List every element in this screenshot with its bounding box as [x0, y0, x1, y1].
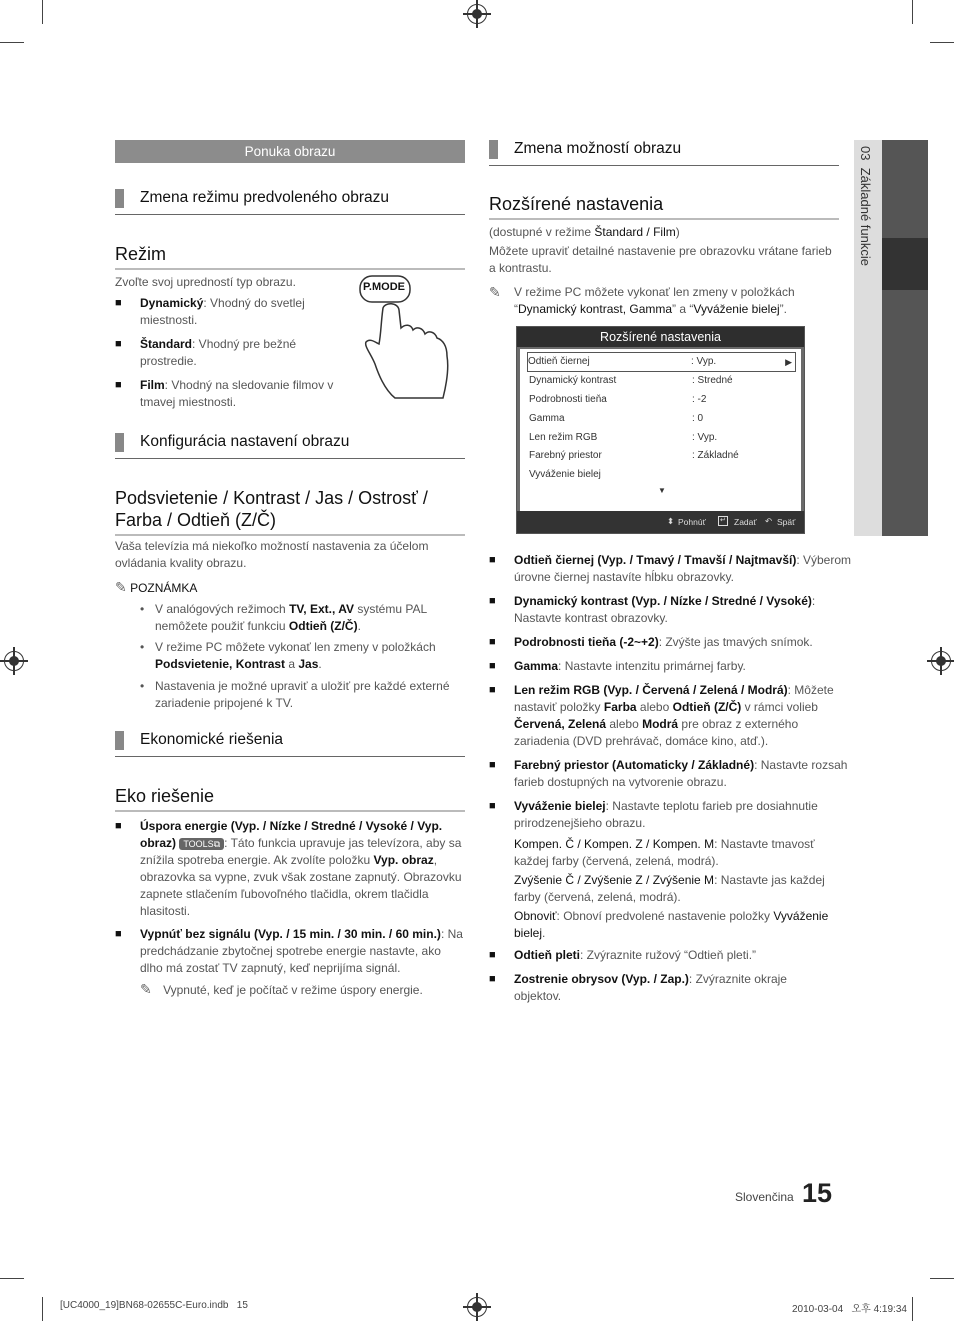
menu-row-label: Podrobnosti tieňa [529, 394, 607, 405]
wb-sub-term: Vyváženie bielej [514, 909, 829, 940]
eco-item-term: Vypnúť bez signálu (Vyp. / 15 min. / 30 min. / 60 min.) [140, 927, 441, 941]
menu-row[interactable] [529, 410, 789, 428]
note-item [140, 639, 460, 673]
wb-subitem [514, 872, 839, 906]
rezim-item-text: : Vhodný na sledovanie filmov v tmavej miestnosti. [140, 378, 334, 409]
menu-row-label: Odtieň čiernej [528, 356, 590, 367]
registration-mark-icon [931, 651, 951, 671]
option-text: : Zvýšte jas tmavých snímok. [658, 635, 813, 649]
note-pencil-icon: ✎ [140, 981, 152, 997]
menu-row-label: Gamma [529, 413, 565, 424]
option-term: Farebný priestor (Automaticky / Základné) [514, 758, 755, 772]
option-text: : Zvýraznite okraje objektov. [514, 972, 787, 1003]
menu-move-label: Pohnúť [678, 517, 706, 527]
note-text: a [285, 657, 299, 671]
menu-row[interactable] [529, 429, 789, 447]
option-item [489, 658, 854, 675]
note-text: V analógových režimoch [155, 602, 290, 616]
updown-icon: ⬍ [667, 516, 675, 526]
option-strong: Červená, Zelená [514, 717, 607, 731]
option-text: : Nastavte rozsah farieb dostupných na vytvorenie obrazu. [514, 758, 848, 789]
option-text: : Nastavte intenzitu primárnej farby. [558, 659, 746, 673]
menu-row-value: : Stredné [692, 375, 733, 386]
subhead-eco [115, 731, 465, 757]
page-number: 15 [802, 1178, 833, 1208]
menu-row-label: Farebný priestor [529, 450, 602, 461]
avail-text: (dostupné v režime [489, 225, 595, 239]
option-text: : Nastavte teplotu farieb pre dosiahnutie prirodzenejšieho obrazu. [514, 799, 818, 830]
crop-mark [42, 0, 43, 24]
rezim-item-text: : Vhodný pre bežné prostredie. [140, 337, 297, 368]
rezim-item [115, 295, 350, 329]
option-text: alebo [636, 700, 673, 714]
print-file-info: [UC4000_19]BN68-02655C-Euro.indb 15 [60, 1300, 248, 1311]
menu-row[interactable] [529, 372, 789, 390]
print-date: 2010-03-04 오후 4:19:34 [792, 1304, 907, 1315]
heading-podsvietenie: Podsvietenie / Kontrast / Jas / Ostrosť / Farba / Odtieň (Z/Č) [115, 487, 465, 536]
note-item [140, 678, 460, 712]
tools-label: TOOLS [183, 839, 214, 849]
eco-item-text: , obrazovka sa vypne, zvuk však zostane zapnutý. Obrazovku zapnete stlačením ľubovoľného tlačidla, okrem tlačidla hlasitosti. [140, 853, 462, 918]
wb-sub-term: Obnoviť [514, 909, 557, 923]
availability-note [489, 224, 839, 241]
crop-mark [0, 42, 24, 43]
note-pencil-icon: ✎ [489, 284, 501, 300]
eco-item [115, 926, 465, 977]
note-text: Nastavenia je možné upraviť a uložiť pre každé externé zariadenie pripojené k TV. [155, 679, 450, 710]
arrow-right-icon: ▶ [785, 357, 792, 367]
registration-mark-icon [467, 4, 487, 24]
eco-note [140, 981, 460, 999]
menu-row-value: : Základné [692, 450, 739, 461]
wb-subitem [514, 908, 839, 942]
chapter-label [858, 146, 873, 266]
menu-row-selected[interactable] [527, 352, 796, 372]
option-text: v rámci volieb [741, 700, 818, 714]
eco-item-text: : Táto funkcia upravuje jas televízora, aby sa znížila spotreba energie. Ak zvolíte položku [140, 836, 462, 867]
enter-icon: ↵ [720, 517, 726, 524]
crop-mark [0, 1278, 24, 1279]
wb-sub-text: . [542, 926, 546, 940]
scroll-down-icon[interactable]: ▼ [658, 486, 666, 495]
option-term: Len režim RGB (Vyp. / Červená / Zelená / Modrá) [514, 683, 788, 697]
return-icon: ↶ [765, 516, 773, 526]
crop-mark [930, 42, 954, 43]
option-text: : Môžete nastaviť položky [514, 683, 834, 714]
menu-row[interactable] [529, 391, 789, 409]
menu-body [520, 349, 801, 511]
note-text: . [318, 657, 322, 671]
option-item [489, 682, 854, 750]
option-term: Odtieň čiernej (Vyp. / Tmavý / Tmavší / Najtmavší) [514, 553, 797, 567]
pc-note-text: ”. [779, 302, 788, 316]
option-text: : Zvýraznite ružový “Odtieň pleti.” [580, 948, 757, 962]
wb-sub-text: : Obnoví predvolené nastavenie položky [556, 909, 774, 923]
subhead-mode-text: Zmena režimu predvoleného obrazu [140, 189, 389, 206]
rezim-item-text: : Vhodný do svetlej miestnosti. [140, 296, 305, 327]
avail-text: ) [675, 225, 680, 239]
chapter-tab-dark [882, 140, 928, 536]
option-text: : Výberom úrovne čiernej nastavíte hĺbku obrazovky. [514, 553, 852, 584]
menu-row-label: Vyváženie bielej [529, 469, 601, 480]
option-text: pre obraz z externého zariadenia (DVD prehrávač, domáce kino, atď.). [514, 717, 799, 748]
subhead-options-text: Zmena možností obrazu [514, 140, 682, 157]
menu-row[interactable] [529, 447, 789, 465]
note-text: . [357, 619, 361, 633]
pmode-label: P.MODE [363, 281, 405, 293]
menu-row[interactable] [529, 466, 789, 484]
menu-row-value: : 0 [692, 413, 704, 424]
eco-item-term: Vyp. obraz [373, 853, 434, 867]
option-term: Gamma [514, 659, 559, 673]
pmode-remote-illustration [355, 272, 465, 404]
podsvietenie-intro: Vaša televízia má niekoľko možností nastavenia za účelom ovládania kvality obrazu. [115, 539, 429, 570]
option-term: Vyváženie bielej [514, 799, 606, 813]
option-term: Dynamický kontrast (Vyp. / Nízke / Stredné / Vysoké) [514, 594, 812, 608]
registration-mark-icon [467, 1297, 487, 1317]
option-text: : Nastavte kontrast obrazovky. [514, 594, 816, 625]
wb-subitem [514, 836, 839, 870]
chapter-number: 03 [858, 146, 873, 161]
advanced-settings-menu [516, 326, 805, 534]
menu-row-label: Len režim RGB [529, 432, 598, 443]
option-strong: Modrá [642, 717, 679, 731]
section-title: Ponuka obrazu [115, 140, 465, 163]
subhead-options [489, 140, 839, 166]
option-item [489, 798, 854, 832]
option-strong: Odtieň (Z/Č) [672, 700, 742, 714]
rezim-item-term: Film [140, 378, 165, 392]
note-label: POZNÁMKA [130, 581, 198, 595]
note-item [140, 601, 460, 635]
note-strong: TV, Ext., AV [289, 602, 354, 616]
rezim-item [115, 377, 350, 411]
subhead-config [115, 433, 465, 459]
wb-sub-term: Zvýšenie Č / Zvýšenie Z / Zvýšenie M [514, 873, 715, 887]
registration-mark-icon [4, 651, 24, 671]
heading-eko: Eko riešenie [115, 785, 465, 812]
pc-note-strong: Vyváženie bielej [693, 302, 780, 316]
rezim-intro: Zvoľte svoj upredností typ obrazu. [115, 275, 296, 289]
eco-item [115, 818, 465, 920]
pc-note-strong: Dynamický kontrast, Gamma [518, 302, 673, 316]
eco-item-term: Úspora energie (Vyp. / Nízke / Stredné / Vysoké / Vyp. obraz) [140, 819, 443, 850]
wb-sub-term: Kompen. Č / Kompen. Z / Kompen. M [514, 837, 715, 851]
note-strong: Podsvietenie, Kontrast [155, 657, 286, 671]
note-heading [115, 579, 197, 597]
rezim-item [115, 336, 350, 370]
note-pencil-icon: ✎ [115, 579, 127, 595]
menu-row-value: : -2 [692, 394, 707, 405]
option-strong: Farba [603, 700, 637, 714]
subhead-mode [115, 189, 465, 215]
wb-sub-text: : Nastavte tmavosť každej farby (červená, zelená, modrá). [514, 837, 815, 868]
option-term: Zostrenie obrysov (Vyp. / Zap.) [514, 972, 689, 986]
crop-mark [42, 1297, 43, 1321]
menu-row-value: : Vyp. [692, 432, 718, 443]
menu-row-label: Dynamický kontrast [529, 375, 617, 386]
menu-title: Rozšírené nastavenia [517, 327, 804, 347]
note-text: systému PAL nemôžete použiť funkciu [155, 602, 427, 633]
avail-strong: Štandard / Film [594, 225, 676, 239]
subhead-config-text: Konfigurácia nastavení obrazu [140, 433, 350, 450]
option-term: Odtieň pleti [514, 948, 580, 962]
pc-note-text: ” a “ [672, 302, 694, 316]
rezim-item-term: Dynamický [140, 296, 204, 310]
crop-mark [930, 1278, 954, 1279]
note-strong: Jas [298, 657, 319, 671]
menu-enter-label: Zadať [734, 517, 757, 527]
option-item [489, 971, 814, 1005]
option-item [489, 947, 854, 964]
menu-back-label: Späť [777, 517, 796, 527]
option-item [489, 593, 854, 627]
subhead-eco-text: Ekonomické riešenia [140, 731, 284, 748]
note-text: V režime PC môžete vykonať len zmeny v položkách [155, 640, 436, 654]
menu-footer [517, 511, 804, 533]
eco-item-text: : Na predchádzanie zbytočnej spotrebe energie nastavte, ako dlho má zostať TV zapnutý, keď neprijíma signál. [140, 927, 463, 975]
option-item [489, 757, 854, 791]
heading-rezim: Režim [115, 243, 465, 270]
chapter-title: Základné funkcie [858, 167, 873, 266]
note-strong: Odtieň (Z/Č) [288, 619, 358, 633]
wb-sub-text: : Nastavte jas každej farby (červená, zelená, modrá). [514, 873, 825, 904]
tools-badge [179, 838, 224, 850]
eco-note-text: Vypnuté, keď je počítač v režime úspory energie. [163, 983, 423, 997]
rozsirene-intro: Môžete upraviť detailné nastavenie pre obrazovku vrátane farieb a kontrastu. [489, 244, 832, 275]
tools-icon: ⧉ [213, 839, 221, 849]
pc-note-text: V režime PC môžete vykonať len zmeny v položkách “ [514, 285, 795, 316]
rezim-item-term: Štandard [140, 337, 193, 351]
crop-mark [912, 1297, 913, 1321]
crop-mark [912, 0, 913, 24]
menu-row-value: : Vyp. [691, 356, 717, 367]
option-text: alebo [606, 717, 643, 731]
footer-language: Slovenčina [735, 1190, 794, 1204]
option-term: Podrobnosti tieňa (-2~+2) [514, 635, 659, 649]
pc-note [489, 284, 834, 318]
heading-rozsirene: Rozšírené nastavenia [489, 193, 839, 220]
option-item [489, 552, 854, 586]
option-item [489, 634, 854, 651]
chapter-tab-marker [882, 238, 928, 290]
